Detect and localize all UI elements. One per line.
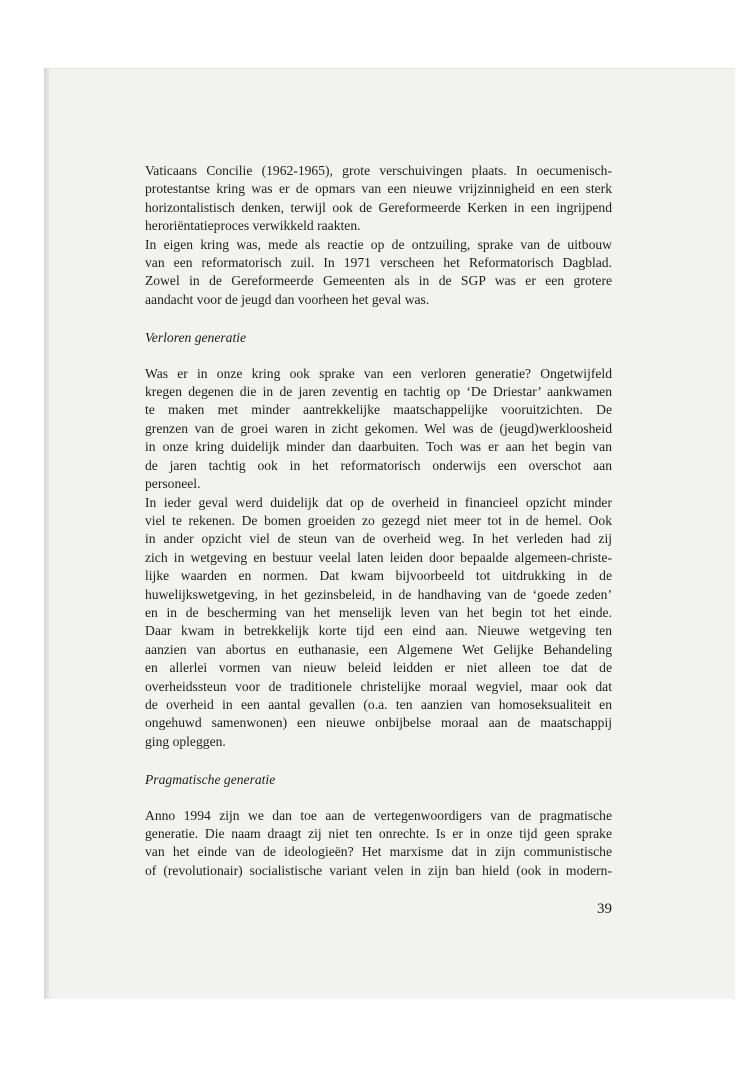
text-line: lijke waarden en normen. Dat kwam bijvoorbeeld tot uitdrukking in de: [145, 568, 612, 584]
text-line: van een reformatorisch zuil. In 1971 verscheen het Reformatorisch Dagblad.: [145, 255, 612, 271]
text-line: Anno 1994 zijn we dan toe aan de vertegenwoordigers van de pragmatische: [145, 807, 612, 823]
text-line: horizontalistisch denken, terwijl ook de Gereformeerde Kerken in een ingrijpend: [145, 199, 612, 215]
text-line: generatie. Die naam draagt zij niet ten onrechte. Is er in onze tijd geen sprake: [145, 826, 612, 841]
text-line: viel te rekenen. De bomen groeiden zo gezegd niet meer tot in de hemel. Ook: [145, 512, 612, 528]
section-heading-verloren-generatie: Verloren generatie: [145, 330, 247, 346]
text-line: of (revolutionair) socialistische variant velen in zijn ban hield (ook in modern-: [145, 862, 612, 878]
text-line: In ieder geval werd duidelijk dat op de overheid in financieel opzicht minder: [145, 494, 612, 510]
paragraph-2-last-line: aandacht voor de jeugd dan voorheen het geval was.: [145, 291, 430, 307]
text-line: in onze kring duidelijk minder dan daarbuiten. Toch was er aan het begin van: [145, 439, 612, 455]
text-line: en allerlei vormen van nieuw beleid leidden er niet alleen toe dat de: [145, 660, 612, 676]
text-line: Vaticaans Concilie (1962-1965), grote verschuivingen plaats. In oecumenisch-: [145, 163, 612, 178]
text-line: Was er in onze kring ook sprake van een verloren generatie? Ongetwijfeld: [145, 365, 612, 381]
text-line: in ander opzicht viel de steun van de overheid weg. In het verleden had zij: [145, 531, 612, 547]
paragraph-1-last-line: heroriëntatieproces verwikkeld raakten.: [145, 218, 361, 234]
text-line: de jaren tachtig ook in het reformatorisch onderwijs een overschot aan: [145, 457, 612, 473]
text-line: Daar kwam in betrekkelijk korte tijd een eind aan. Nieuwe wetgeving ten: [145, 623, 612, 639]
text-line: In eigen kring was, mede als reactie op de ontzuiling, sprake van de uitbouw: [145, 236, 612, 252]
text-line: huwelijkswetgeving, in het gezinsbeleid, in de handhaving van de ‘goede zeden’: [145, 586, 612, 602]
paragraph-4-last-line: ging opleggen.: [145, 733, 226, 749]
paragraph-2: [145, 236, 612, 291]
paragraph-3: [145, 365, 612, 475]
text-line: protestantse kring was er de opmars van een nieuwe vrijzinnigheid en een sterk: [145, 181, 612, 197]
text-line: te maken met minder aantrekkelijke maatschappelijke vooruitzichten. De: [145, 402, 612, 418]
page-number: 39: [597, 901, 612, 917]
paragraph-3-last-line: personeel.: [145, 476, 201, 492]
text-line: ongehuwd samenwonen) een nieuwe onbijbelse moraal aan de maatschappij: [145, 715, 612, 731]
section-heading-pragmatische-generatie: Pragmatische generatie: [145, 772, 276, 788]
text-line: van het einde van de ideologieën? Het marxisme dat in zijn communistische: [145, 844, 612, 860]
text-line: grenzen van de groei waren in zicht gekomen. Wel was de (jeugd)werkloosheid: [145, 420, 612, 436]
paragraph-1: [145, 162, 612, 217]
text-line: overheidssteun voor de traditionele christelijke moraal wegviel, maar ook dat: [145, 678, 612, 694]
text-line: aanzien van abortus en euthanasie, een Algemene Wet Gelijke Behandeling: [145, 641, 612, 657]
paragraph-5: [145, 807, 612, 881]
page-binding-shadow: [44, 68, 50, 998]
text-line: zich in wetgeving en bestuur veelal laten leiden door bepaalde algemeen-christe-: [145, 549, 612, 565]
text-line: de overheid in een aantal gevallen (o.a. ten aanzien van homoseksualiteit en: [145, 696, 612, 712]
text-line: Zowel in de Gereformeerde Gemeenten als in de SGP was er een grotere: [145, 273, 612, 289]
paragraph-4: [145, 494, 612, 733]
text-line: kregen degenen die in de jaren zeventig en tachtig op ‘De Driestar’ aankwamen: [145, 384, 612, 400]
page-body-text: [145, 162, 612, 880]
text-line: en in de bescherming van het menselijk leven van het begin tot het einde.: [145, 604, 612, 620]
